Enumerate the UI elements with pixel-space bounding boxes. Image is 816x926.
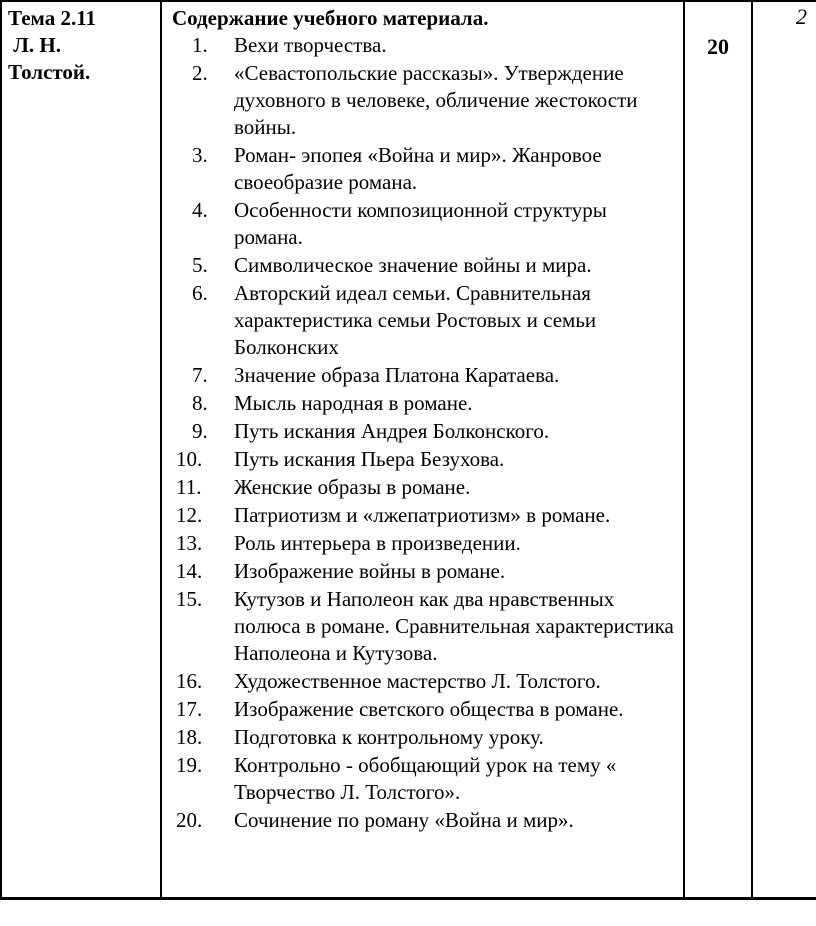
- list-item: [172, 558, 679, 585]
- lesson-list: [172, 32, 679, 834]
- list-item-text: Подготовка к контрольному уроку.: [234, 725, 544, 749]
- list-item-text: Кутузов и Наполеон как два нравственных полюса в романе. Сравнительная характеристика Наполеона и Кутузова.: [234, 587, 674, 665]
- list-item-number: 5.: [192, 253, 208, 277]
- list-item-text: Мысль народная в романе.: [234, 391, 473, 415]
- list-item: [172, 446, 679, 473]
- list-item-number: 9.: [192, 419, 208, 443]
- list-item-number: 1.: [192, 33, 208, 57]
- list-item: [172, 586, 679, 667]
- list-item-text: Путь искания Андрея Болконского.: [234, 419, 550, 443]
- table-row: [1, 1, 816, 898]
- hours-value: 20: [707, 34, 729, 59]
- list-item-text: Особенности композиционной структуры романа.: [234, 198, 607, 249]
- list-item-text: Изображение войны в романе.: [234, 559, 506, 583]
- list-item-number: 17.: [176, 697, 203, 721]
- list-item-number: 3.: [192, 143, 208, 167]
- list-item: [172, 32, 679, 59]
- list-item-number: 2.: [192, 61, 208, 85]
- list-item-number: 11.: [176, 475, 202, 499]
- list-item: [172, 752, 679, 806]
- list-item-text: Роман- эпопея «Война и мир». Жанровое своеобразие романа.: [234, 143, 602, 194]
- list-item: [172, 197, 679, 251]
- list-item-number: 18.: [176, 725, 203, 749]
- list-item-number: 13.: [176, 531, 203, 555]
- list-item-text: Вехи творчества.: [234, 33, 387, 57]
- bottom-rule: [0, 898, 816, 900]
- mastery-level-value: 2: [796, 4, 807, 29]
- list-item: [172, 60, 679, 141]
- hours-cell: [684, 1, 752, 898]
- list-item: [172, 390, 679, 417]
- list-item-text: Контрольно - обобщающий урок на тему « Творчество Л. Толстого».: [234, 753, 617, 804]
- list-item-text: Изображение светского общества в романе.: [234, 697, 624, 721]
- topic-cell: [1, 1, 161, 898]
- list-item-text: Женские образы в романе.: [234, 475, 471, 499]
- list-item: [172, 362, 679, 389]
- list-item-text: Сочинение по роману «Война и мир».: [234, 808, 574, 832]
- list-item: [172, 418, 679, 445]
- content-title: Содержание учебного материала.: [172, 6, 489, 30]
- list-item: [172, 696, 679, 723]
- list-item-number: 14.: [176, 559, 203, 583]
- list-item-number: 19.: [176, 753, 203, 777]
- list-item-text: Патриотизм и «лжепатриотизм» в романе.: [234, 503, 611, 527]
- list-item: [172, 668, 679, 695]
- list-item-number: 10.: [176, 447, 203, 471]
- list-item-text: Путь искания Пьера Безухова.: [234, 447, 505, 471]
- list-item-text: Символическое значение войны и мира.: [234, 253, 592, 277]
- topic-author-initials: Л. Н.: [8, 33, 61, 57]
- list-item: [172, 530, 679, 557]
- list-item-text: Значение образа Платона Каратаева.: [234, 363, 560, 387]
- list-item: [172, 142, 679, 196]
- list-item: [172, 502, 679, 529]
- list-item-number: 4.: [192, 198, 208, 222]
- list-item-text: Художественное мастерство Л. Толстого.: [234, 669, 601, 693]
- level-cell: [752, 1, 816, 898]
- list-item: [172, 280, 679, 361]
- topic-number: Тема 2.11: [8, 6, 97, 30]
- list-item-number: 6.: [192, 281, 208, 305]
- list-item-text: Авторский идеал семьи. Сравнительная характеристика семьи Ростовых и семьи Болконских: [234, 281, 597, 359]
- list-item-number: 20.: [176, 808, 203, 832]
- list-item-number: 12.: [176, 503, 203, 527]
- list-item-text: Роль интерьера в произведении.: [234, 531, 521, 555]
- list-item: [172, 474, 679, 501]
- list-item-number: 16.: [176, 669, 203, 693]
- list-item: [172, 807, 679, 834]
- list-item-text: «Севастопольские рассказы». Утверждение духовного в человеке, обличение жестокости войны.: [234, 61, 638, 139]
- list-item-number: 7.: [192, 363, 208, 387]
- list-item-number: 8.: [192, 391, 208, 415]
- list-item-number: 15.: [176, 587, 203, 611]
- content-cell: [161, 1, 684, 898]
- list-item: [172, 724, 679, 751]
- list-item: [172, 252, 679, 279]
- topic-author-surname: Толстой.: [8, 60, 91, 84]
